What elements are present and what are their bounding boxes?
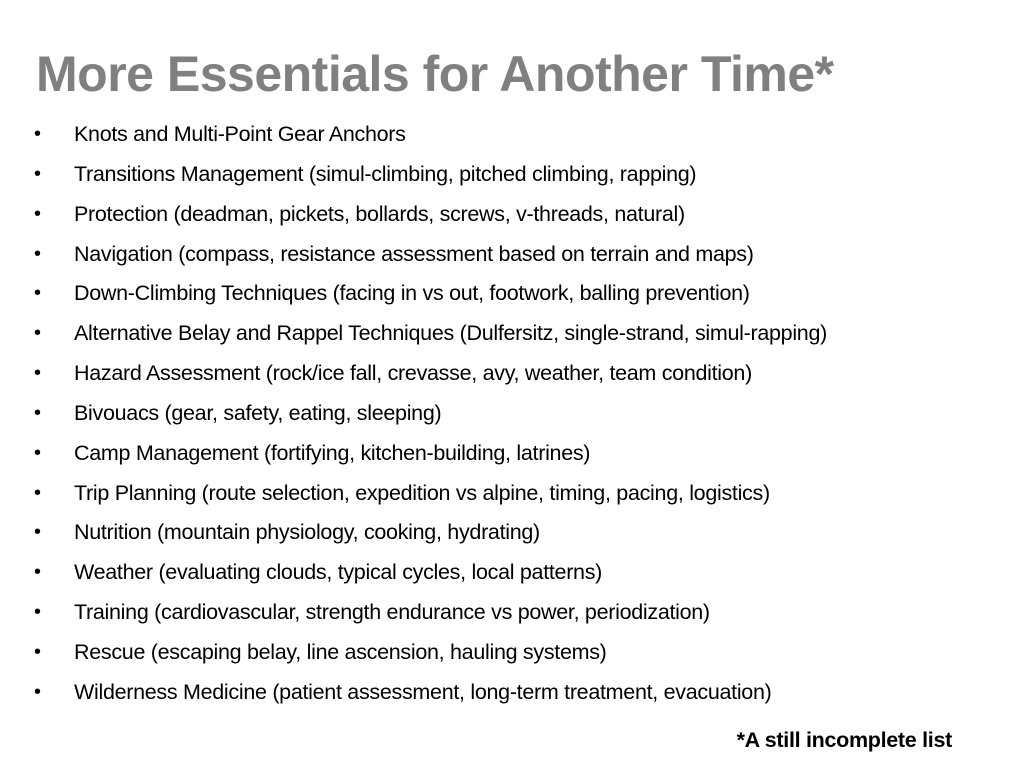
bullet-item [34, 115, 1019, 155]
bullet-item [34, 195, 1019, 235]
bullet-item [34, 633, 1019, 673]
bullet-text: Wilderness Medicine (patient assessment, long-term treatment, evacuation) [74, 679, 772, 704]
bullet-dot-icon: • [34, 162, 41, 185]
bullet-dot-icon: • [34, 441, 41, 464]
slide-title: More Essentials for Another Time* [36, 46, 834, 102]
bullet-text: Navigation (compass, resistance assessment based on terrain and maps) [74, 241, 754, 266]
bullet-item [34, 593, 1019, 633]
bullet-text: Camp Management (fortifying, kitchen-building, latrines) [74, 440, 591, 465]
bullet-item [34, 354, 1019, 394]
bullet-item [34, 474, 1019, 514]
bullet-text: Nutrition (mountain physiology, cooking, hydrating) [74, 520, 540, 545]
bullet-text: Transitions Management (simul-climbing, pitched climbing, rapping) [74, 161, 697, 186]
bullet-text: Training (cardiovascular, strength endurance vs power, periodization) [74, 600, 710, 625]
bullet-item [34, 394, 1019, 434]
bullet-dot-icon: • [34, 362, 41, 385]
bullet-item [34, 513, 1019, 553]
bullet-dot-icon: • [34, 521, 41, 544]
bullet-dot-icon: • [34, 322, 41, 345]
bullet-text: Trip Planning (route selection, expedition vs alpine, timing, pacing, logistics) [74, 480, 770, 505]
bullet-dot-icon: • [34, 640, 41, 663]
bullet-item [34, 673, 1019, 713]
bullet-text: Weather (evaluating clouds, typical cycles, local patterns) [74, 560, 603, 585]
bullet-text: Hazard Assessment (rock/ice fall, crevasse, avy, weather, team condition) [74, 361, 752, 386]
bullet-list [34, 115, 1019, 713]
bullet-dot-icon: • [34, 401, 41, 424]
bullet-item [34, 434, 1019, 474]
bullet-dot-icon: • [34, 123, 41, 145]
bullet-dot-icon: • [34, 481, 41, 504]
bullet-dot-icon: • [34, 202, 41, 225]
bullet-item [34, 155, 1019, 195]
bullet-dot-icon: • [34, 601, 41, 624]
bullet-dot-icon: • [34, 282, 41, 305]
footnote: *A still incomplete list [736, 728, 952, 752]
bullet-dot-icon: • [34, 242, 41, 265]
bullet-dot-icon: • [34, 680, 41, 703]
bullet-item [34, 274, 1019, 314]
bullet-text: Down-Climbing Techniques (facing in vs out, footwork, balling prevention) [74, 281, 750, 306]
bullet-text: Protection (deadman, pickets, bollards, screws, v-threads, natural) [74, 201, 685, 226]
bullet-text: Alternative Belay and Rappel Techniques (Dulfersitz, single-strand, simul-rapping) [74, 321, 827, 346]
bullet-item [34, 553, 1019, 593]
bullet-item [34, 235, 1019, 275]
bullet-text: Rescue (escaping belay, line ascension, hauling systems) [74, 639, 607, 664]
bullet-dot-icon: • [34, 561, 41, 584]
bullet-item [34, 314, 1019, 354]
bullet-text: Bivouacs (gear, safety, eating, sleeping) [74, 400, 442, 425]
bullet-text: Knots and Multi-Point Gear Anchors [74, 122, 406, 146]
